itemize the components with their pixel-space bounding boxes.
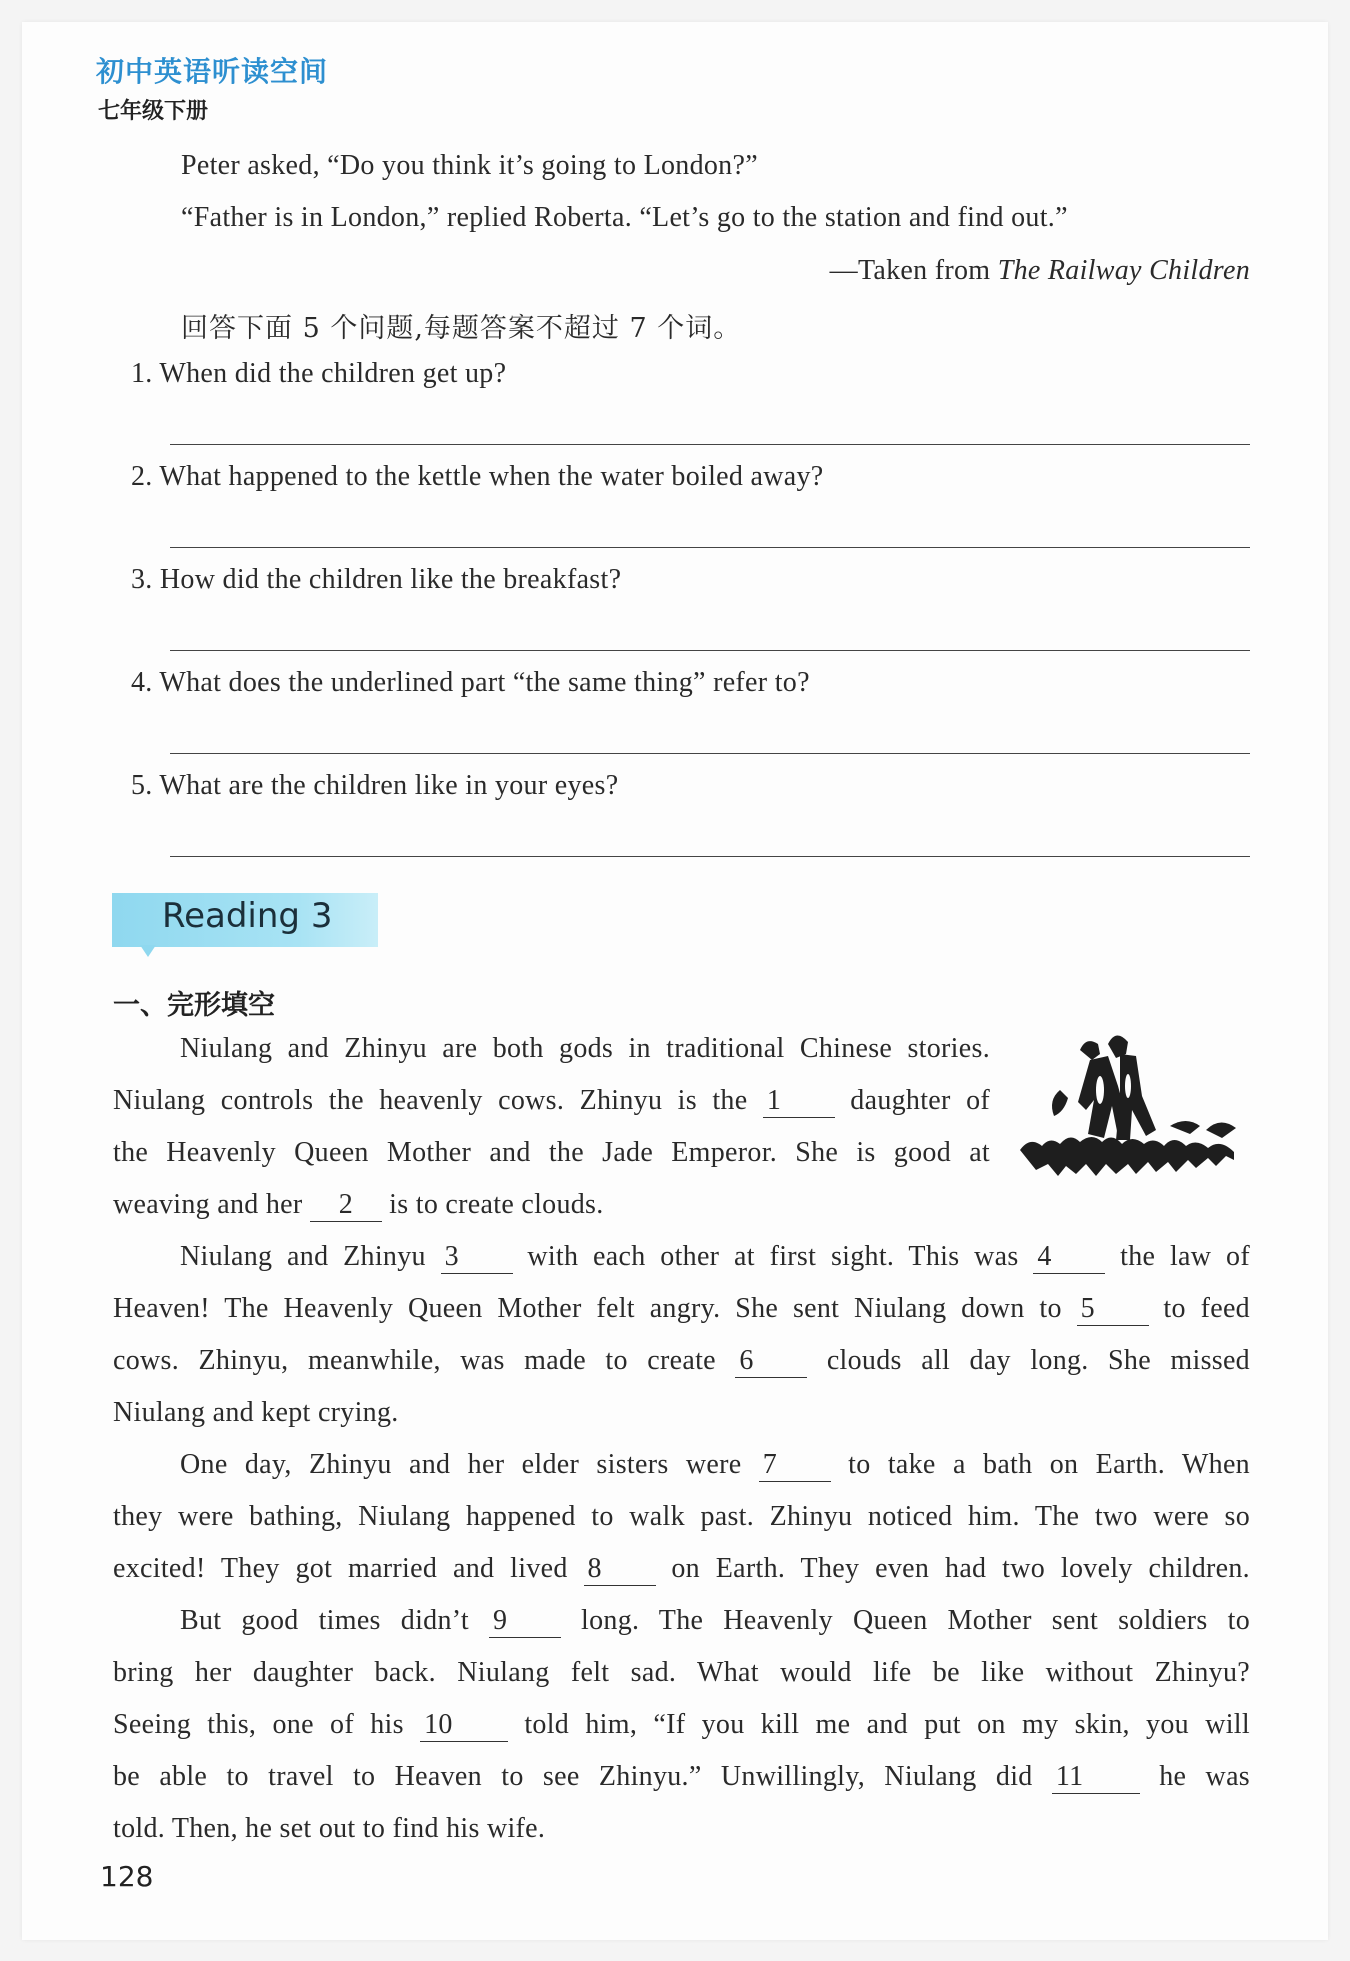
cloze-line: the Heavenly Queen Mother and the Jade Emperor. She is good at <box>113 1137 990 1168</box>
cloze-line: One day, Zhinyu and her elder sisters were 7 to take a bath on Earth. When <box>180 1449 1250 1480</box>
cloze-line: Seeing this, one of his 10 told him, “If you kill me and put on my skin, you will <box>113 1709 1250 1740</box>
cloze-line: they were bathing, Niulang happened to walk past. Zhinyu noticed him. The two were so <box>113 1501 1250 1532</box>
book-title: 初中英语听读空间 <box>96 55 329 88</box>
cloze-blank[interactable]: 5 <box>1077 1294 1149 1326</box>
story-line: Peter asked, “Do you think it’s going to London?” <box>181 150 758 181</box>
question: 4. What does the underlined part “the same thing” refer to? <box>131 667 810 698</box>
page-number: 128 <box>100 1860 154 1893</box>
cloze-blank[interactable]: 4 <box>1033 1242 1105 1274</box>
story-source <box>830 255 1250 287</box>
question: 5. What are the children like in your eyes? <box>131 770 619 801</box>
cloze-blank[interactable]: 3 <box>441 1242 513 1274</box>
book-subtitle: 七年级下册 <box>98 98 209 124</box>
cloze-blank[interactable]: 8 <box>584 1554 656 1586</box>
cloze-line: Niulang and Zhinyu are both gods in traditional Chinese stories. <box>180 1033 990 1064</box>
story-line: “Father is in London,” replied Roberta. “Let’s go to the station and find out.” <box>181 202 1068 233</box>
question: 1. When did the children get up? <box>131 358 507 389</box>
cloze-line: be able to travel to Heaven to see Zhinyu.” Unwillingly, Niulang did 11 he was <box>113 1761 1250 1792</box>
section-heading: 一、完形填空 <box>113 990 275 1021</box>
answer-line[interactable] <box>170 856 1250 857</box>
cloze-blank[interactable]: 2 <box>310 1190 382 1222</box>
source-prefix: —Taken from <box>829 255 998 286</box>
answer-line[interactable] <box>170 650 1250 651</box>
question: 3. How did the children like the breakfast? <box>131 564 622 595</box>
question: 2. What happened to the kettle when the water boiled away? <box>131 461 824 492</box>
answer-line[interactable] <box>170 753 1250 754</box>
cloze-blank[interactable]: 1 <box>763 1086 835 1118</box>
cloze-line: excited! They got married and lived 8 on Earth. They even had two lovely children. <box>113 1553 1250 1584</box>
cloze-blank[interactable]: 9 <box>489 1606 561 1638</box>
cloze-line: Niulang and Zhinyu 3 with each other at first sight. This was 4 the law of <box>180 1241 1250 1272</box>
cloze-line: bring her daughter back. Niulang felt sad. What would life be like without Zhinyu? <box>113 1657 1250 1688</box>
badge-tail <box>140 945 156 957</box>
instructions: 回答下面 5 个问题,每题答案不超过 7 个词。 <box>181 313 742 344</box>
cloze-line: But good times didn’t 9 long. The Heavenly Queen Mother sent soldiers to <box>180 1605 1251 1636</box>
cloze-line: Niulang controls the heavenly cows. Zhinyu is the 1 daughter of <box>113 1085 990 1116</box>
cloze-blank[interactable]: 10 <box>420 1710 508 1742</box>
cloze-line: cows. Zhinyu, meanwhile, was made to create 6 clouds all day long. She missed <box>113 1345 1250 1376</box>
cloze-blank[interactable]: 11 <box>1052 1762 1140 1794</box>
cloze-line: Heaven! The Heavenly Queen Mother felt angry. She sent Niulang down to 5 to feed <box>113 1293 1250 1324</box>
niulang-zhinyu-illustration <box>1020 1030 1252 1178</box>
reading-badge-label: Reading 3 <box>162 896 333 936</box>
answer-line[interactable] <box>170 444 1250 445</box>
cloze-blank[interactable]: 6 <box>735 1346 807 1378</box>
cloze-line: weaving and her 2 is to create clouds. <box>113 1189 604 1220</box>
source-title: The Railway Children <box>997 255 1250 286</box>
cloze-blank[interactable]: 7 <box>759 1450 831 1482</box>
cloze-line: told. Then, he set out to find his wife. <box>113 1813 546 1844</box>
answer-line[interactable] <box>170 547 1250 548</box>
cloze-line: Niulang and kept crying. <box>113 1397 399 1428</box>
